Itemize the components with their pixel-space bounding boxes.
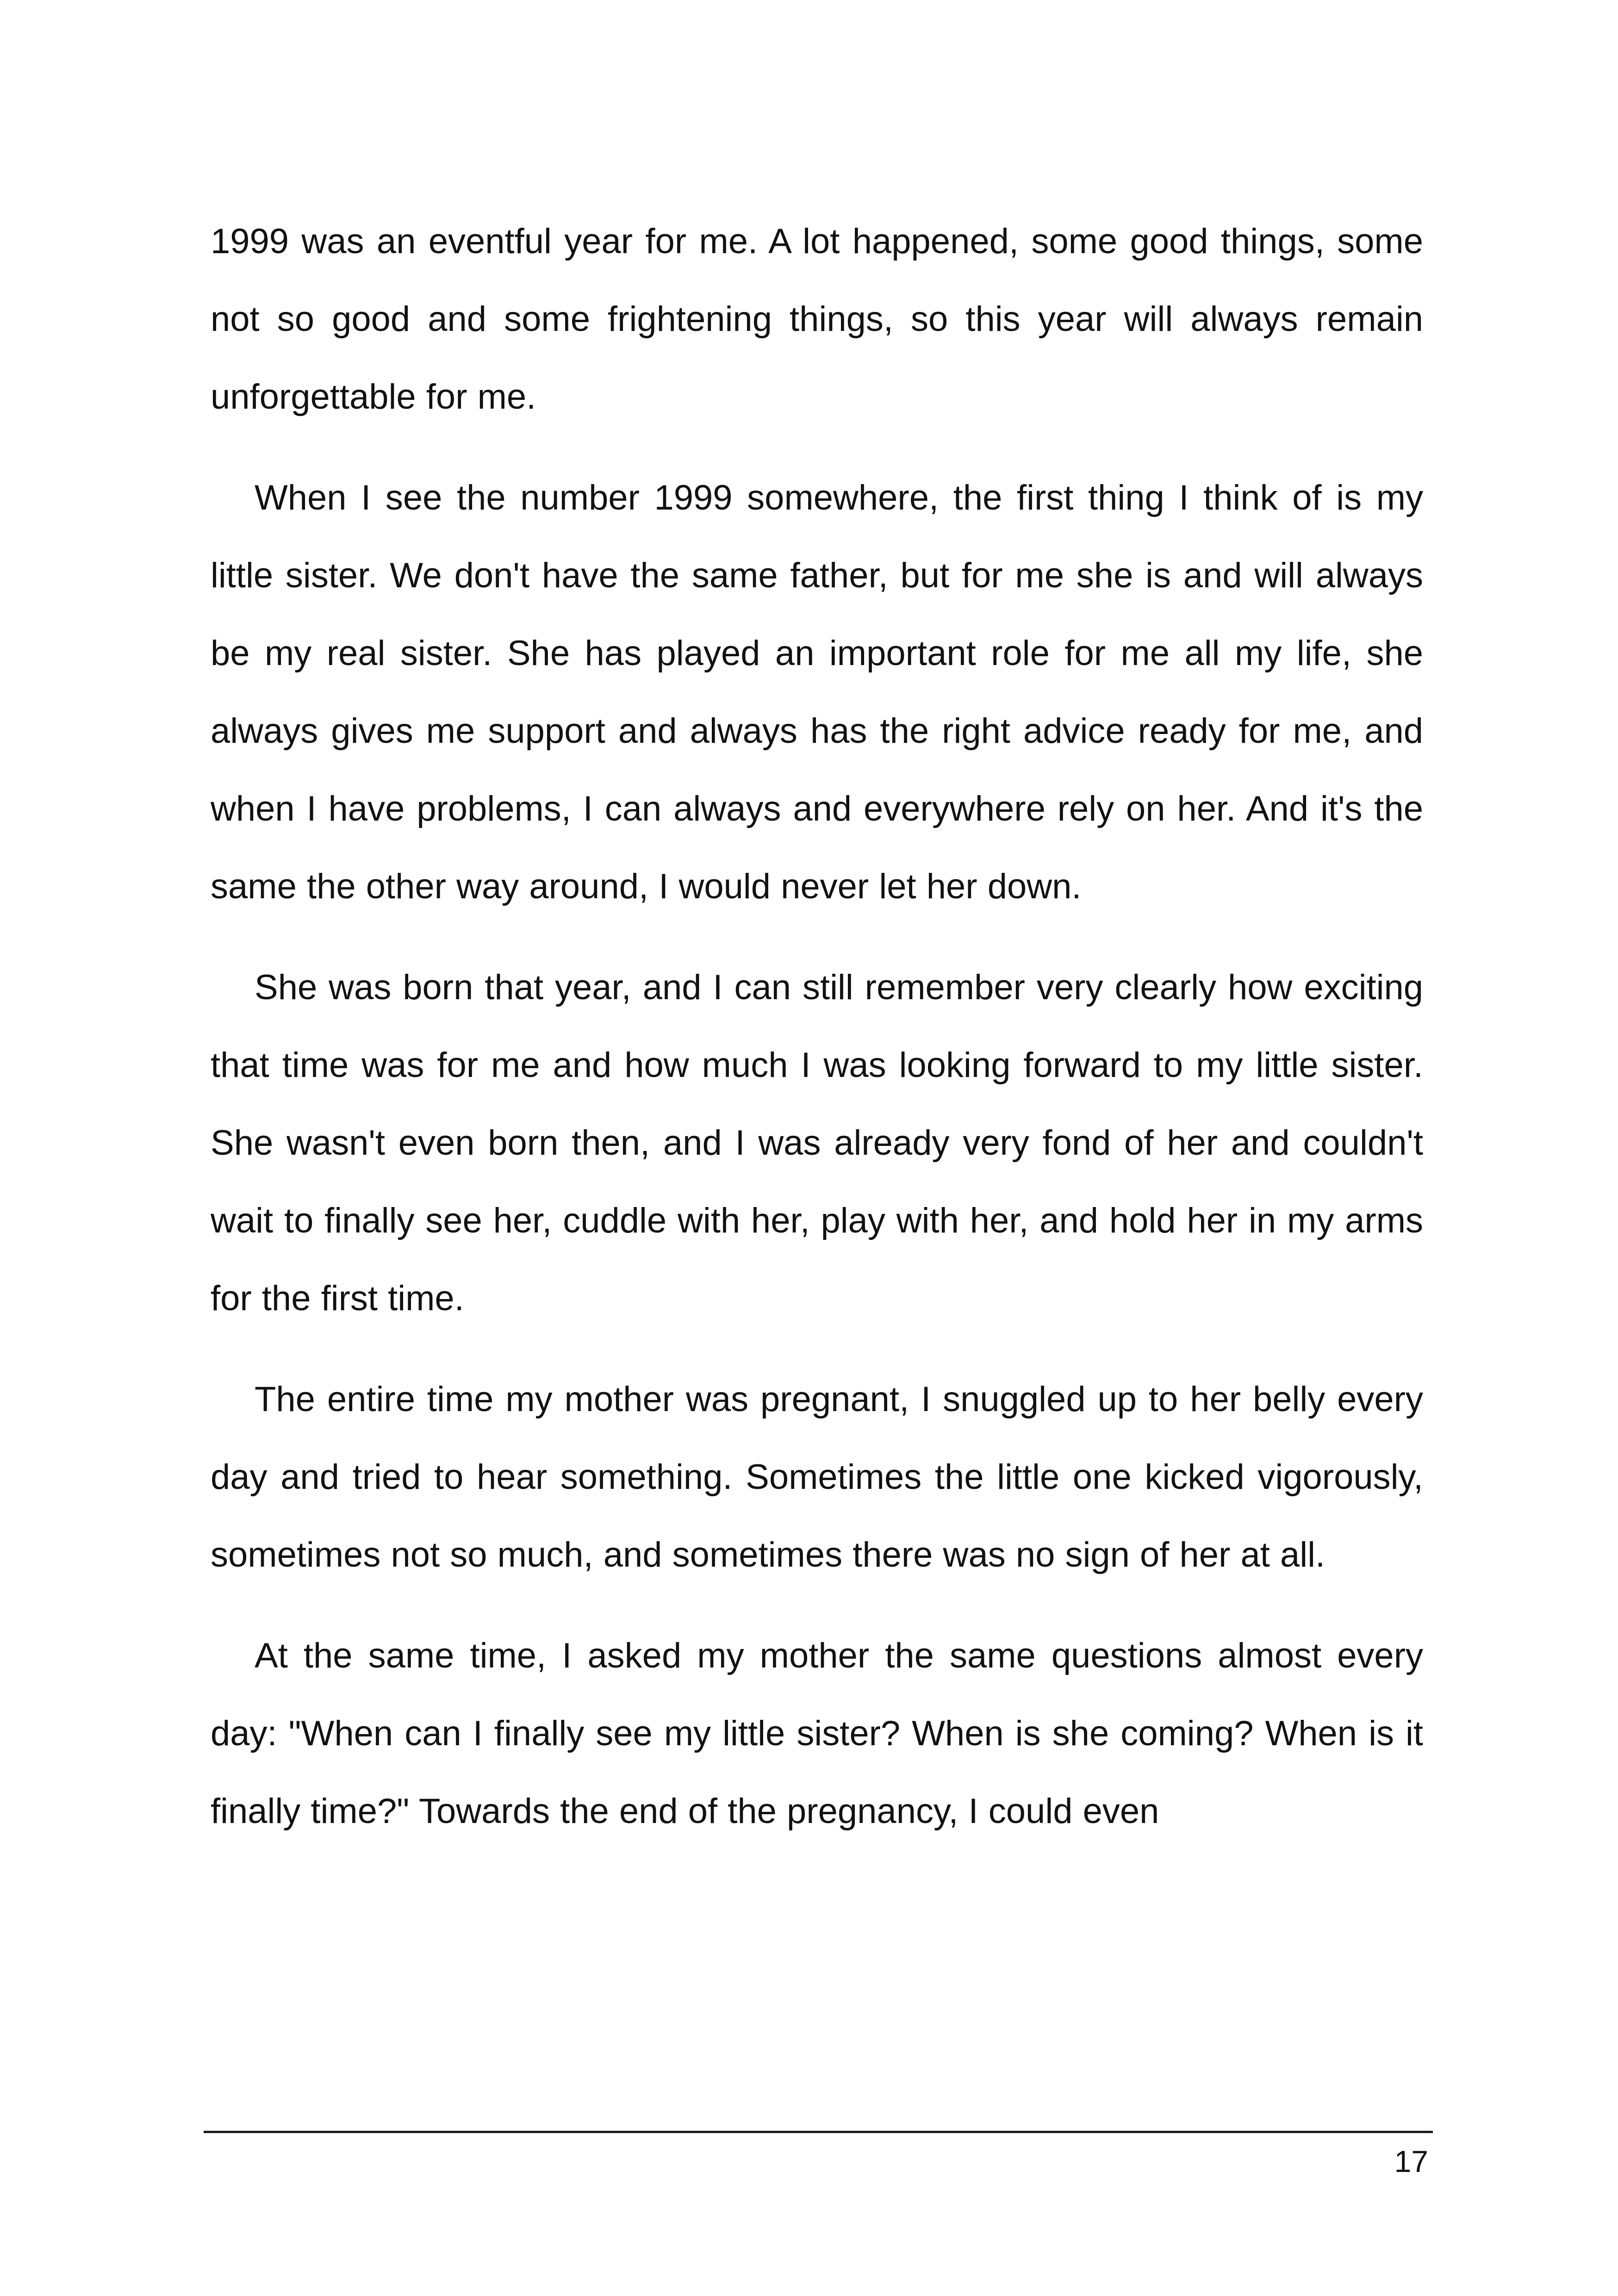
paragraph-3: She was born that year, and I can still remember very clearly how exciting that time was for me and how much I was looking forward to my little sister. She wasn't even born then, and I was already very fond of her and couldn't wait to finally see her, cuddle with her, play with her, and hold her in my arms for the first time. — [211, 968, 1423, 1318]
paragraph-5: At the same time, I asked my mother the same questions almost every day: "When can I finally see my little sister? When is she coming? When is it finally time?" Towards the end of the pregnancy, I could even — [211, 1636, 1423, 1831]
paragraph-1: 1999 was an eventful year for me. A lot happened, some good things, some not so good and some frightening things, so this year will always remain unforgettable for me. — [211, 222, 1423, 417]
paragraph-4: The entire time my mother was pregnant, I snuggled up to her belly every day and tried to hear something. Sometimes the little one kicked vigorously, sometimes not so much, and sometimes there was no sign of her at all. — [211, 1380, 1423, 1574]
page-number: 17 — [1394, 2144, 1428, 2178]
body-text — [211, 203, 1423, 1873]
footer-divider — [204, 2131, 1433, 2133]
paragraph-2: When I see the number 1999 somewhere, the first thing I think of is my little sister. We don't have the same father, but for me she is and will always be my real sister. She has played an important role for me all my life, she always gives me support and always has the right advice ready for me, and when I have problems, I can always and everywhere rely on her. And it's the same the other way around, I would never let her down. — [211, 478, 1423, 906]
